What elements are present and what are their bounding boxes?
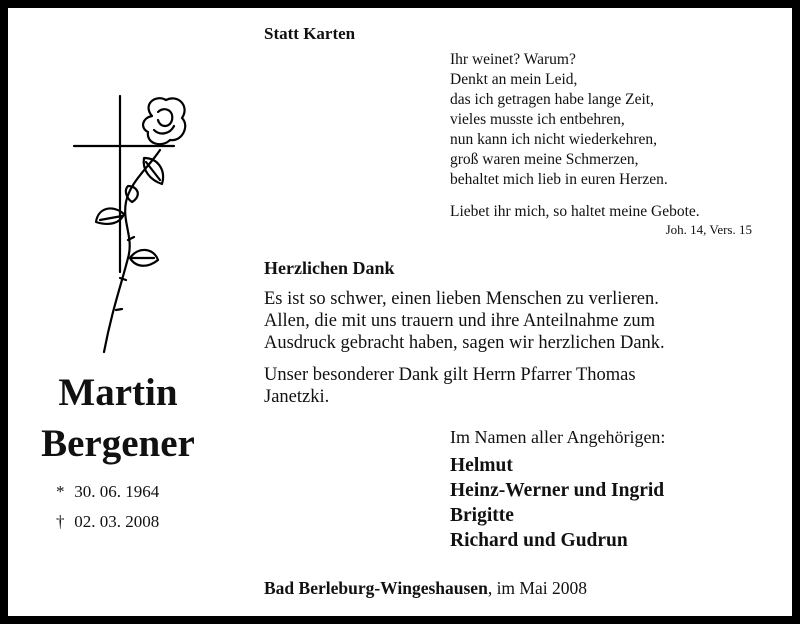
- death-symbol: †: [56, 512, 65, 531]
- poem-line: nun kann ich nicht wiederkehren,: [450, 131, 658, 148]
- poem-line: Ihr weinet? Warum?: [450, 51, 576, 68]
- thanks-heading: Herzlichen Dank: [264, 258, 395, 278]
- footer-place-date: [264, 578, 587, 599]
- death-date-line: [56, 508, 159, 536]
- poem-line: vieles musste ich entbehren,: [450, 111, 625, 128]
- poem-line: behaltet mich lieb in euren Herzen.: [450, 171, 668, 188]
- family-name: Heinz-Werner und Ingrid: [450, 480, 665, 501]
- poem-closing: Liebet ihr mich, so haltet meine Gebote.: [450, 203, 700, 220]
- deceased-first-name: Martin: [58, 371, 178, 414]
- text-line: Es ist so schwer, einen lieben Menschen zu verlieren.: [264, 289, 659, 309]
- poem: [450, 50, 668, 190]
- footer-place: Bad Berleburg-Wingeshausen: [264, 578, 488, 598]
- birth-date-line: [56, 478, 159, 506]
- birth-symbol: *: [56, 482, 65, 501]
- family-intro: Im Namen aller Angehörigen:: [450, 427, 666, 447]
- family-name: Richard und Gudrun: [450, 530, 628, 551]
- thanks-paragraph-1: [264, 288, 665, 354]
- bible-reference: Joh. 14, Vers. 15: [665, 222, 752, 237]
- family-name: Brigitte: [450, 505, 514, 526]
- birth-date: 30. 06. 1964: [74, 482, 160, 501]
- text-line: Janetzki.: [264, 387, 330, 407]
- text-line: Ausdruck gebracht haben, sagen wir herzlichen Dank.: [264, 333, 665, 353]
- header-statt-karten: Statt Karten: [264, 24, 356, 43]
- family-names: [450, 453, 664, 553]
- obituary-card: [8, 8, 792, 616]
- death-date: 02. 03. 2008: [74, 512, 160, 531]
- cross-rose-icon: [68, 90, 198, 360]
- poem-line: groß waren meine Schmerzen,: [450, 151, 639, 168]
- poem-line: das ich getragen habe lange Zeit,: [450, 91, 654, 108]
- deceased-last-name: Bergener: [41, 422, 195, 465]
- text-line: Unser besonderer Dank gilt Herrn Pfarrer Thomas: [264, 365, 636, 385]
- family-name: Helmut: [450, 455, 513, 476]
- poem-line: Denkt an mein Leid,: [450, 71, 578, 88]
- footer-date: , im Mai 2008: [487, 578, 587, 598]
- thanks-paragraph-2: [264, 364, 636, 408]
- text-line: Allen, die mit uns trauern und ihre Anteilnahme zum: [264, 311, 655, 331]
